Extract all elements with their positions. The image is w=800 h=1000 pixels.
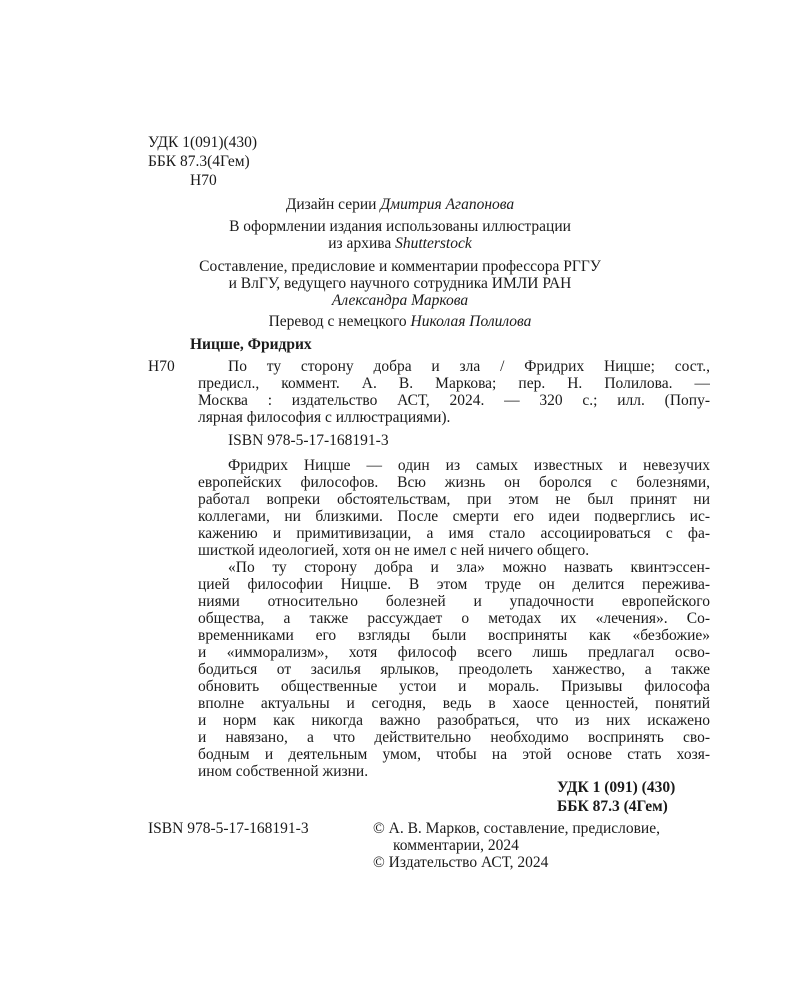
design-credit (0, 196, 800, 213)
designer-name: Дмитрия Агапонова (380, 196, 515, 213)
copyright-line: © А. В. Марков, составление, предисловие, (373, 820, 660, 837)
translation-credit (0, 313, 800, 330)
annotation-line: обновить общественные устои и мораль. Призывы философа (198, 678, 710, 695)
annotation-line: работал вопреки обстоятельствам, при этом не был принят ни (198, 491, 710, 508)
compiled-credit-line1: Составление, предисловие и комментарии профессора РГГУ (199, 258, 601, 275)
copyright-line: комментарии, 2024 (393, 837, 519, 854)
author-mark: Н70 (190, 172, 217, 189)
translator-name: Николая Полилова (410, 313, 532, 330)
footer-isbn: ISBN 978-5-17-168191-3 (148, 820, 309, 837)
compiler-name (0, 292, 800, 309)
annotation-line: кажению и примитивизации, а имя стало ассоциироваться с фа- (198, 525, 710, 542)
annotation-line: ниями относительно болезней и упадочности европейского (198, 593, 710, 610)
entry-desc-line: предисл., коммент. А. В. Маркова; пер. Н. Полилова. — (198, 375, 710, 392)
copyright-line: © Издательство АСТ, 2024 (373, 854, 549, 871)
compiler-name-text: Александра Маркова (331, 292, 469, 309)
entry-desc-line: По ту сторону добра и зла / Фридрих Ницше; сост., (228, 358, 710, 375)
annotation-line: «По ту сторону добра и зла» можно назвать квинтэссен- (228, 559, 710, 576)
entry-desc-line: Москва : издательство АСТ, 2024. — 320 с.; илл. (Попу- (198, 392, 710, 409)
entry-mark: Н70 (148, 358, 175, 375)
illustrations-source: Shutterstock (395, 235, 472, 252)
copyright-block (373, 820, 660, 871)
annotation-line: общества, а также рассуждает о методах их «лечения». Со- (198, 610, 710, 627)
udk-code: УДК 1(091)(430) (148, 134, 258, 151)
annotation-line: коллегами, ни близкими. После смерти его идеи подверглись ис- (198, 508, 710, 525)
annotation-line: и норм как никогда важно разобраться, что из них искажено (198, 712, 710, 729)
bbk-code-bottom: ББК 87.3 (4Гем) (557, 798, 668, 815)
annotation-line: Фридрих Ницше — один из самых известных и невезучих (228, 457, 710, 474)
annotation-line: цией философии Ницше. В этом труде он делится пережива- (198, 576, 710, 593)
annotation-line: вполне актуальны и сегодня, ведь в хаосе ценностей, понятий (198, 695, 710, 712)
annotation-line: бодным и деятельным умом, чтобы на этой основе стать хозя- (198, 746, 710, 763)
annotation-line: ином собственной жизни. (198, 763, 369, 780)
annotation-line: и навязано, а что действительно необходимо воспринять сво- (198, 729, 710, 746)
annotation-line: и «имморализм», хотя философ всего лишь предлагал осво- (198, 644, 710, 661)
credits-block (0, 196, 800, 330)
annotation-line: европейских философов. Всю жизнь он боролся с болезнями, (198, 474, 710, 491)
annotation-line: шисткой идеологией, хотя он не имел с ней ничего общего. (198, 542, 590, 559)
entry-desc-line: лярная философия с иллюстрациями). (198, 409, 451, 426)
illustrations-credit-line1: В оформлении издания использованы иллюстрации (229, 218, 571, 235)
annotation (198, 457, 710, 780)
entry-isbn: ISBN 978-5-17-168191-3 (228, 432, 389, 449)
entry-author: Ницше, Фридрих (190, 336, 312, 353)
udk-code-bottom: УДК 1 (091) (430) (557, 779, 676, 796)
entry-description (198, 358, 710, 426)
translation-label: Перевод с немецкого (268, 313, 411, 330)
compiled-credit-line2: и ВлГУ, ведущего научного сотрудника ИМЛИ РАН (228, 275, 572, 292)
design-label: Дизайн серии (285, 196, 381, 213)
illustrations-credit-line2 (0, 235, 800, 252)
annotation-line: бодиться от засилья ярлыков, преодолеть ханжество, а также (198, 661, 710, 678)
annotation-line: временниками его взгляды были восприняты как «безбожие» (198, 627, 710, 644)
illustrations-prefix: из архива (328, 235, 396, 252)
bbk-code: ББК 87.3(4Гем) (148, 153, 250, 170)
